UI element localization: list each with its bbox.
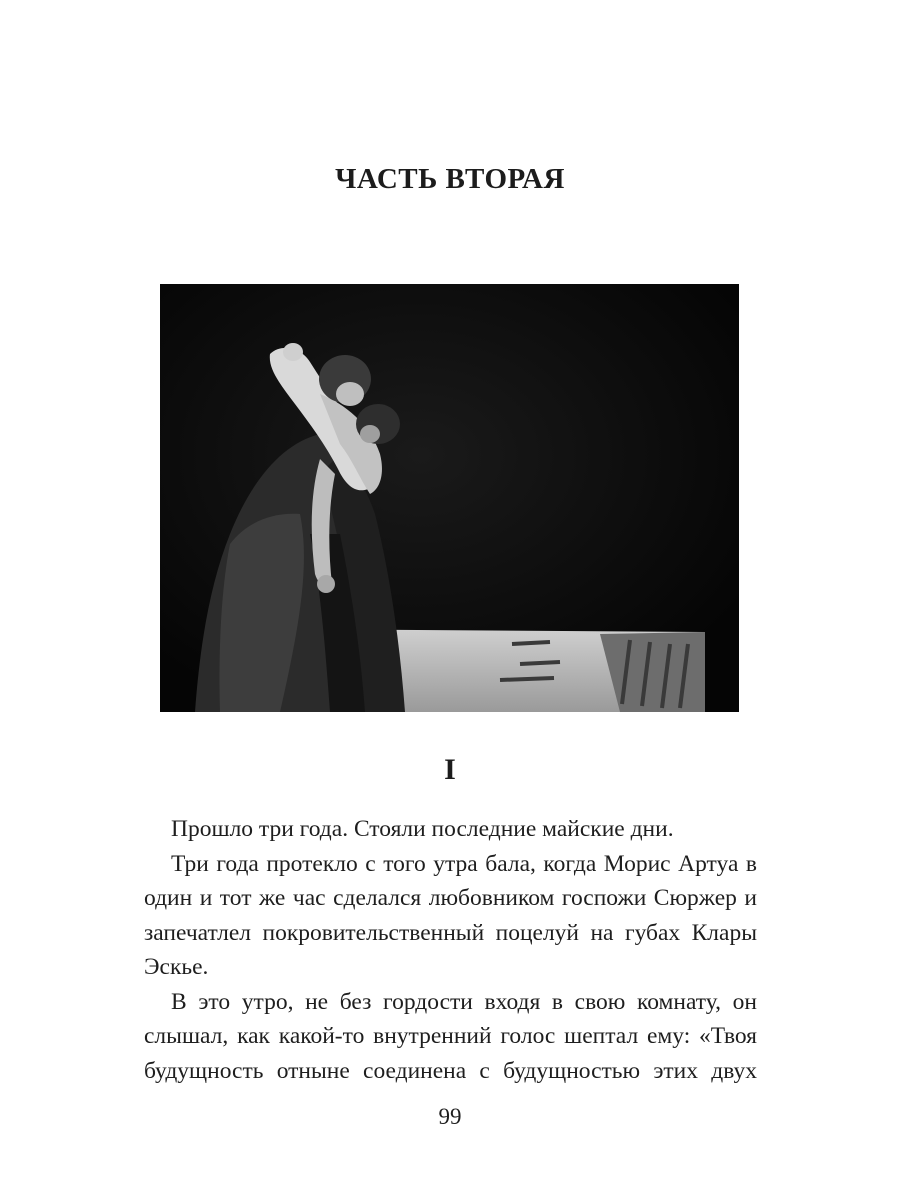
body-text [144, 812, 757, 1088]
dancing-couple-photo [160, 284, 739, 712]
part-title: ЧАСТЬ ВТОРАЯ [335, 163, 565, 195]
paragraph: В это утро, не без гордости входя в свою комнату, он слышал, как какой-то внутренний голос шептал ему: «Твоя будущность отныне соединена с будущностью этих двух [144, 988, 757, 1084]
page-number: 99 [438, 1104, 462, 1129]
dancing-couple-illustration [160, 284, 739, 712]
chapter-title: I [444, 753, 456, 786]
paragraph: Три года протекло с того утра бала, когда Морис Артуа в один и тот же час сделался любовником госпожи Сюржер и запечатлел покровительственный поцелуй на губах Клары Эскье. [144, 850, 757, 980]
paragraph: Прошло три года. Стояли последние майские дни. [171, 816, 674, 842]
